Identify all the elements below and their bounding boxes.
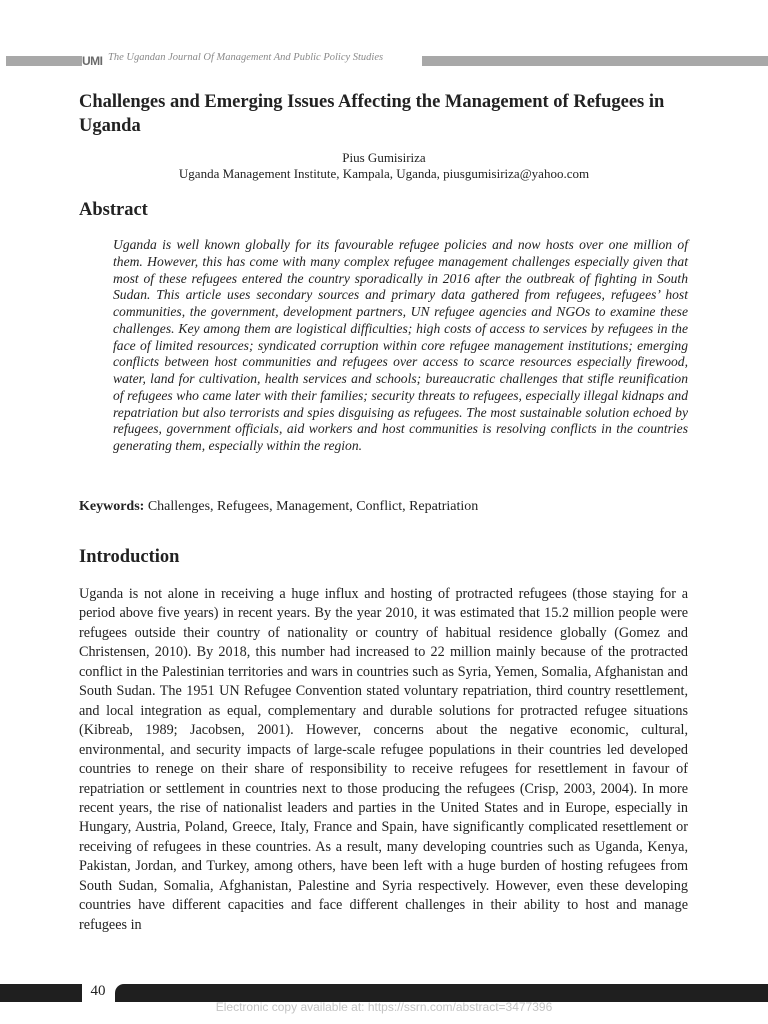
page-number: 40 bbox=[90, 983, 106, 999]
author-name: Pius Gumisiriza bbox=[342, 150, 426, 165]
author-affiliation: Uganda Management Institute, Kampala, Uganda, piusgumisiriza@yahoo.com bbox=[178, 166, 590, 181]
introduction-text: Uganda is not alone in receiving a huge influx and hosting of protracted refugees (those staying for a period above five years) in recent years. By the year 2010, it was estimated that 15.2 million people were refugees outside their country of nationality or country of habitual residence globally (Gomez and Christensen, 2010). By 2018, this number had increased to 22 million mainly because of the protracted conflict in the Palestinian territories and wars in countries such as Syria, Yemen, Somalia, Afghanistan and South Sudan. The 1951 UN Refugee Convention stated voluntary repatriation, third country resettlement, and local integration as equal, complementary and durable solutions for protracted refugee situations (Kibreab, 1989; Jacobsen, 2001). However, concerns about the negative economic, cultural, environmental, and security impacts of large-scale refugee populations in their countries led developed countries to renege on their share of responsibility to receive refugees for resettlement in favour of repatriation or settlement in countries next to those producing the refugees (Crisp, 2003, 2004). In more recent years, the rise of nationalist leaders and parties in the United States and in Europe, especially in Hungary, Austria, Poland, Greece, Italy, France and Spain, have significantly complicated resettlement or receiving of refugees in these countries. As a result, many developing countries such as Uganda, Kenya, Pakistan, Jordan, and Turkey, among others, have been left with a huge burden of hosting refugees from South Sudan, Somalia, Afghanistan, Palestine and Syria respectively. However, even these developing countries have different capacities and face different challenges in their ability to host and manage refugees in bbox=[79, 586, 688, 933]
header-bar-left bbox=[6, 56, 82, 66]
journal-title: The Ugandan Journal Of Management And Public Policy Studies bbox=[108, 52, 384, 63]
header-bar-right bbox=[422, 56, 768, 66]
abstract-text: Uganda is well known globally for its favourable refugee policies and now hosts over one million of them. However, this has come with many complex refugee management challenges especially given that most of these refugees entered the country sporadically in 2016 after the outbreak of fighting in South Sudan. This article uses secondary sources and primary data gathered from refugees, refugees’ host communities, the government, development partners, UN refugee agencies and NGOs to examine these challenges. Key among them are logistical difficulties; high costs of access to services by refugees in the face of limited resources; syndicated corruption within core refugee management institutions; emerging conflicts between host communities and refugees over access to scarce resources especially firewood, water, land for cultivation, health services and schools; bureaucratic challenges that stifle reunification of refugees who came later with their families; security threats to refugees, especially illegal kidnaps and repatriation but also terrorists and spies disguising as refugees. The most sustainable solution echoed by refugees, government officials, aid workers and host communities is resolving conflicts in the countries generating them, especially within the region. bbox=[113, 237, 688, 453]
article-title: Challenges and Emerging Issues Affecting the Management of Refugees in Uganda bbox=[79, 92, 665, 136]
keywords-list: Challenges, Refugees, Management, Conflict, Repatriation bbox=[147, 499, 479, 514]
journal-logo: UMI bbox=[82, 54, 103, 68]
introduction-heading: Introduction bbox=[79, 547, 180, 567]
keywords bbox=[79, 499, 699, 515]
keywords-label: Keywords: bbox=[79, 499, 145, 514]
abstract-heading: Abstract bbox=[79, 200, 148, 220]
ssrn-watermark: Electronic copy available at: https://ssrn.com/abstract=3477396 bbox=[215, 1000, 553, 1014]
